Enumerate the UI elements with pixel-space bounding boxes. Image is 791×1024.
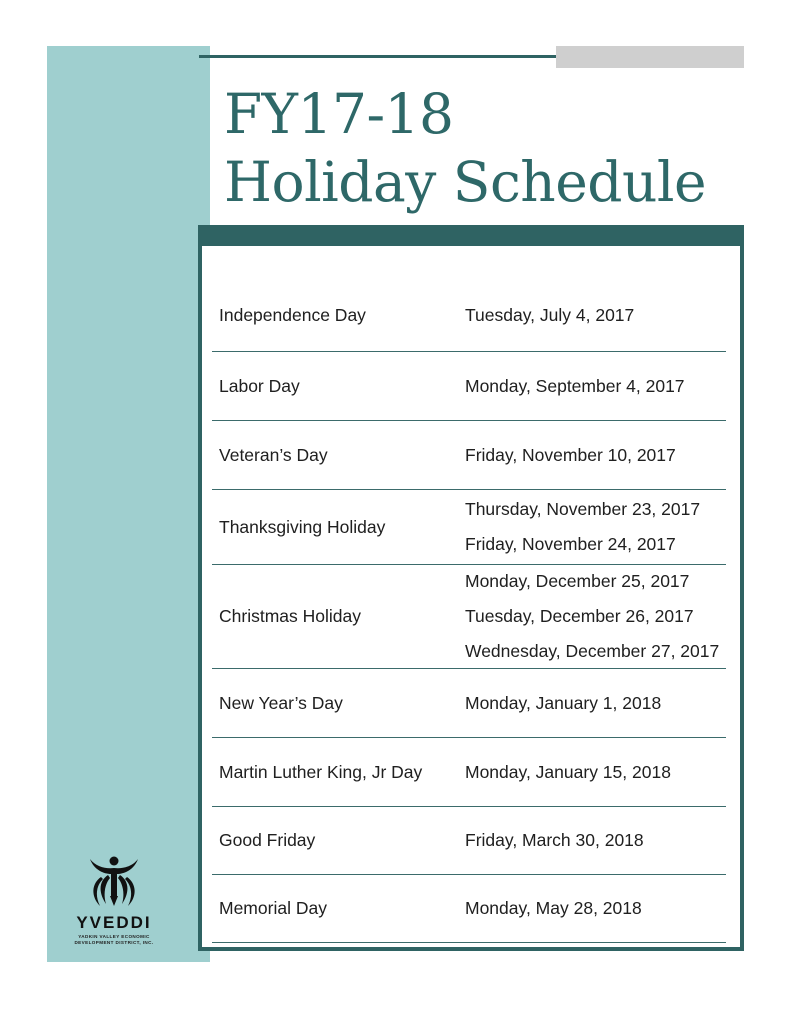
holiday-name: Good Friday [219, 830, 316, 850]
logo-subtitle-line-1: YADKIN VALLEY ECONOMIC [78, 934, 150, 939]
logo-subtitle-line-2: DEVELOPMENT DISTRICT, INC. [74, 939, 154, 945]
holiday-dates [465, 565, 719, 668]
holiday-name: Labor Day [219, 375, 300, 396]
holiday-date: Monday, January 15, 2018 [465, 761, 671, 782]
holiday-name: New Year’s Day [219, 692, 343, 713]
page-title [224, 80, 706, 216]
table-row [212, 421, 726, 490]
table-row [212, 738, 726, 807]
holiday-name: Independence Day [219, 305, 366, 325]
table-row [212, 565, 726, 669]
holiday-dates [465, 280, 634, 351]
holiday-dates [465, 421, 676, 489]
table-row [212, 280, 726, 352]
holiday-date: Friday, March 30, 2018 [465, 830, 644, 850]
holiday-date: Thursday, November 23, 2017 [465, 499, 701, 519]
holiday-table [198, 225, 744, 951]
title-line-2: Holiday Schedule [224, 150, 707, 215]
logo-wordmark: YVEDDI [76, 913, 152, 932]
holiday-date: Tuesday, July 4, 2017 [465, 305, 635, 325]
holiday-dates [465, 807, 644, 874]
table-row [212, 669, 726, 738]
side-accent-band [47, 46, 210, 962]
holiday-date: Monday, January 1, 2018 [465, 692, 662, 713]
gray-tab [556, 46, 744, 68]
yveddi-figure-icon [86, 856, 142, 908]
table-row [212, 490, 726, 565]
holiday-date: Monday, May 28, 2018 [465, 898, 642, 918]
holiday-date: Friday, November 10, 2017 [465, 444, 676, 465]
holiday-dates [465, 490, 700, 564]
holiday-date: Monday, September 4, 2017 [465, 375, 685, 396]
yveddi-logo [66, 856, 162, 952]
holiday-name: Martin Luther King, Jr Day [219, 761, 423, 782]
holiday-dates [465, 875, 642, 942]
holiday-date: Tuesday, December 26, 2017 [465, 606, 694, 626]
holiday-dates [465, 352, 685, 420]
table-row [212, 352, 726, 421]
holiday-dates [465, 669, 661, 737]
table-row [212, 875, 726, 943]
holiday-name: Christmas Holiday [219, 606, 361, 626]
holiday-date: Monday, December 25, 2017 [465, 571, 690, 591]
title-line-1: FY17-18 [224, 82, 454, 146]
holiday-date: Friday, November 24, 2017 [465, 534, 676, 554]
holiday-name: Thanksgiving Holiday [219, 516, 386, 537]
holiday-name: Veteran’s Day [219, 444, 328, 465]
table-row [212, 807, 726, 875]
holiday-date: Wednesday, December 27, 2017 [465, 641, 720, 661]
holiday-dates [465, 738, 671, 806]
holiday-name: Memorial Day [219, 898, 327, 918]
